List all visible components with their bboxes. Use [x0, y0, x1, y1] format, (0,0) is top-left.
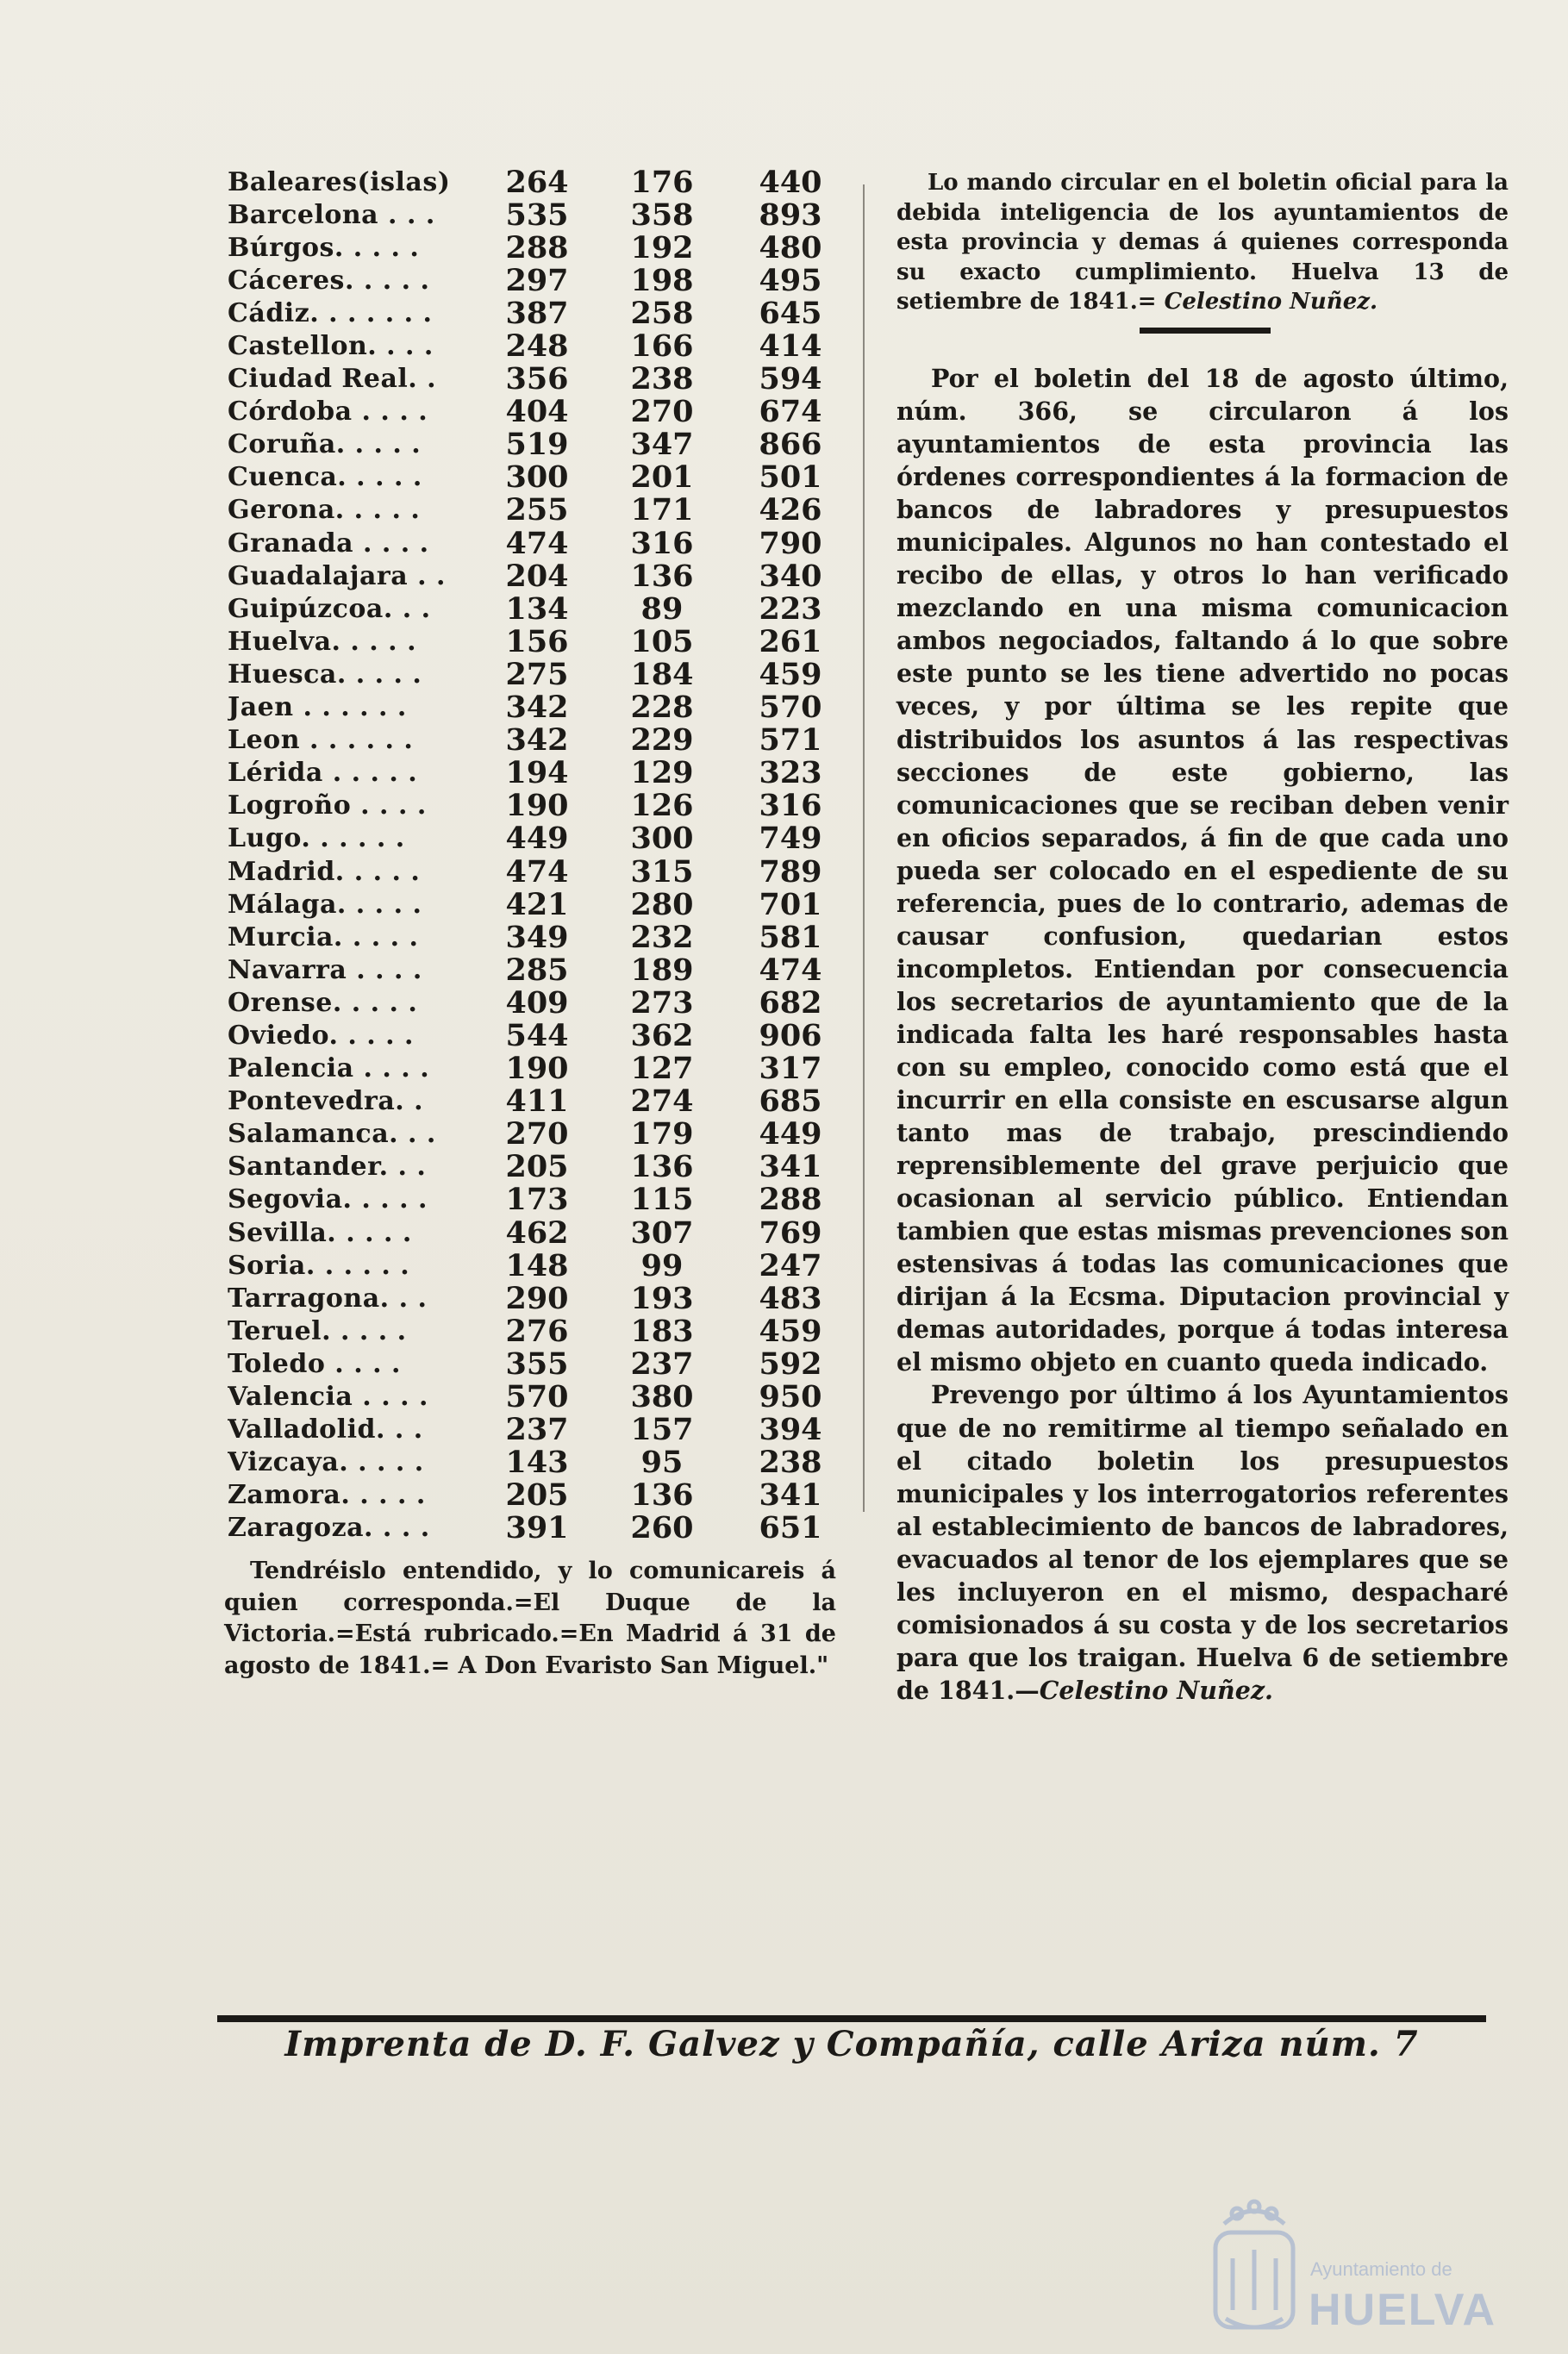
table-row: [228, 1512, 848, 1545]
value-column-1: 342: [505, 722, 569, 759]
value-column-1: 404: [505, 394, 569, 430]
value-column-1: 275: [505, 656, 569, 692]
table-row: [228, 165, 848, 198]
secretaries-notice: [896, 362, 1509, 1707]
province-name: Baleares(islas): [228, 166, 451, 197]
value-column-3: 474: [759, 952, 822, 988]
value-column-1: 270: [505, 1116, 569, 1152]
value-column-3: 247: [759, 1247, 822, 1283]
value-column-3: 682: [759, 984, 822, 1021]
value-column-3: 950: [759, 1379, 822, 1415]
value-column-2: 183: [630, 1313, 694, 1349]
value-column-2: 280: [630, 886, 694, 922]
table-row: [228, 328, 848, 365]
value-column-1: 134: [505, 590, 569, 627]
value-column-1: 285: [505, 952, 569, 988]
value-column-1: 356: [505, 361, 569, 397]
value-column-3: 501: [759, 459, 822, 496]
watermark-title: HUELVA: [1309, 2285, 1497, 2335]
value-column-1: 544: [505, 1017, 569, 1053]
province-name: Guipúzcoa. . .: [228, 593, 431, 624]
table-row: [228, 1118, 848, 1151]
province-name: Soria. . . . . .: [228, 1250, 410, 1281]
province-name: Pontevedra. .: [228, 1086, 424, 1117]
value-column-2: 237: [630, 1346, 694, 1382]
value-column-1: 237: [505, 1412, 569, 1448]
table-row: [228, 527, 848, 559]
value-column-2: 166: [630, 328, 694, 365]
table-row: [228, 1019, 848, 1052]
value-column-2: 273: [630, 984, 694, 1021]
value-column-1: 190: [505, 788, 569, 824]
province-name: Granada . . . .: [228, 528, 429, 559]
value-column-3: 651: [759, 1510, 822, 1546]
value-column-1: 156: [505, 623, 569, 659]
value-column-3: 581: [759, 919, 822, 955]
value-column-1: 474: [505, 853, 569, 890]
value-column-2: 228: [630, 690, 694, 726]
table-row: [228, 1479, 848, 1512]
value-column-3: 866: [759, 427, 822, 463]
value-column-2: 171: [630, 492, 694, 528]
table-row: [228, 396, 848, 428]
value-column-1: 421: [505, 886, 569, 922]
value-column-2: 129: [630, 755, 694, 791]
province-name: Navarra . . . .: [228, 954, 422, 985]
value-column-2: 89: [640, 590, 684, 627]
province-name: Cáceres. . . . .: [228, 265, 430, 296]
value-column-3: 340: [759, 558, 822, 594]
value-column-3: 701: [759, 886, 822, 922]
value-column-3: 316: [759, 788, 822, 824]
province-name: Ciudad Real. .: [228, 364, 437, 395]
value-column-1: 290: [505, 1280, 569, 1316]
province-name: Castellon. . . .: [228, 331, 434, 362]
value-column-2: 198: [630, 262, 694, 298]
table-row: [228, 198, 848, 231]
value-column-1: 148: [505, 1247, 569, 1283]
value-column-2: 95: [640, 1445, 684, 1481]
table-row: [228, 1314, 848, 1347]
province-name: Teruel. . . . .: [228, 1315, 407, 1346]
value-column-2: 300: [630, 821, 694, 857]
province-name: Logroño . . . .: [228, 790, 427, 821]
table-row: [228, 494, 848, 527]
table-row: [228, 1414, 848, 1446]
province-name: Lérida . . . . .: [228, 758, 418, 789]
value-column-3: 769: [759, 1214, 822, 1251]
value-column-1: 570: [505, 1379, 569, 1415]
column-divider: [863, 184, 865, 1512]
section-separator: [1140, 328, 1271, 334]
value-column-2: 358: [630, 197, 694, 233]
value-column-3: 288: [759, 1182, 822, 1218]
table-row: [228, 297, 848, 329]
value-column-3: 495: [759, 262, 822, 298]
value-column-1: 248: [505, 328, 569, 365]
table-row: [228, 559, 848, 592]
value-column-1: 519: [505, 427, 569, 463]
table-row: [228, 264, 848, 297]
value-column-1: 300: [505, 459, 569, 496]
value-column-2: 184: [630, 656, 694, 692]
value-column-3: 449: [759, 1116, 822, 1152]
value-column-3: 459: [759, 1313, 822, 1349]
province-name: Toledo . . . .: [228, 1348, 401, 1379]
province-name: Valladolid. . .: [228, 1414, 423, 1445]
value-column-3: 341: [759, 1477, 822, 1514]
value-column-2: 315: [630, 853, 694, 890]
value-column-3: 906: [759, 1017, 822, 1053]
province-name: Lugo. . . . . .: [228, 823, 405, 854]
circular-notice-text: Lo mando circular en el boletin oficial para la debida inteligencia de los ayuntamientos de esta provincia y demas á quienes corresponda su exacto cumplimiento. Huelva 13 de setiembre de 1841.=: [896, 170, 1509, 315]
value-column-2: 274: [630, 1083, 694, 1120]
province-name: Salamanca. . .: [228, 1119, 436, 1150]
value-column-1: 143: [505, 1445, 569, 1481]
value-column-3: 426: [759, 492, 822, 528]
coat-of-arms-icon: [1207, 2189, 1302, 2345]
value-column-1: 255: [505, 492, 569, 528]
value-column-1: 355: [505, 1346, 569, 1382]
table-row: [228, 953, 848, 986]
value-column-2: 189: [630, 952, 694, 988]
table-row: [228, 428, 848, 461]
province-name: Palencia . . . .: [228, 1053, 430, 1084]
circular-notice: [896, 168, 1509, 317]
table-row: [228, 888, 848, 921]
province-name: Segovia. . . . .: [228, 1184, 428, 1215]
table-row: [228, 1282, 848, 1314]
footer-rule: [217, 2015, 1486, 2022]
value-column-1: 387: [505, 295, 569, 331]
value-column-2: 362: [630, 1017, 694, 1053]
province-name: Vizcaya. . . . .: [228, 1447, 424, 1478]
value-column-1: 190: [505, 1051, 569, 1087]
province-name: Barcelona . . .: [228, 199, 435, 230]
value-column-1: 204: [505, 558, 569, 594]
province-name: Huesca. . . . .: [228, 659, 422, 690]
value-column-2: 307: [630, 1214, 694, 1251]
table-row: [228, 592, 848, 625]
value-column-1: 449: [505, 821, 569, 857]
table-row: [228, 625, 848, 658]
table-row: [228, 658, 848, 690]
value-column-3: 459: [759, 656, 822, 692]
value-column-3: 592: [759, 1346, 822, 1382]
value-column-2: 99: [640, 1247, 684, 1283]
table-row: [228, 231, 848, 264]
table-row: [228, 1183, 848, 1216]
value-column-3: 571: [759, 722, 822, 759]
province-name: Cádiz. . . . . . .: [228, 297, 433, 328]
value-column-3: 341: [759, 1149, 822, 1185]
value-column-3: 323: [759, 755, 822, 791]
value-column-2: 193: [630, 1280, 694, 1316]
value-column-1: 205: [505, 1477, 569, 1514]
value-column-2: 105: [630, 623, 694, 659]
value-column-3: 893: [759, 197, 822, 233]
table-row: [228, 1085, 848, 1118]
table-row: [228, 724, 848, 757]
table-row: [228, 363, 848, 396]
value-column-2: 238: [630, 361, 694, 397]
value-column-3: 394: [759, 1412, 822, 1448]
value-column-3: 674: [759, 394, 822, 430]
value-column-1: 297: [505, 262, 569, 298]
table-row: [228, 921, 848, 953]
table-row: [228, 1216, 848, 1249]
value-column-2: 136: [630, 1149, 694, 1185]
value-column-2: 192: [630, 229, 694, 265]
value-column-1: 349: [505, 919, 569, 955]
value-column-1: 205: [505, 1149, 569, 1185]
value-column-1: 411: [505, 1083, 569, 1120]
value-column-2: 136: [630, 558, 694, 594]
table-row: [228, 461, 848, 494]
value-column-1: 462: [505, 1214, 569, 1251]
value-column-2: 157: [630, 1412, 694, 1448]
value-column-3: 483: [759, 1280, 822, 1316]
province-name: Búrgos. . . . .: [228, 232, 420, 263]
province-name: Oviedo. . . . .: [228, 1020, 415, 1051]
huelva-watermark: [1207, 2189, 1517, 2345]
province-name: Guadalajara . .: [228, 560, 446, 591]
value-column-3: 645: [759, 295, 822, 331]
table-row: [228, 1347, 848, 1380]
value-column-1: 276: [505, 1313, 569, 1349]
value-column-1: 474: [505, 525, 569, 561]
table-row: [228, 822, 848, 855]
table-row: [228, 691, 848, 724]
value-column-3: 789: [759, 853, 822, 890]
value-column-2: 232: [630, 919, 694, 955]
value-column-2: 126: [630, 788, 694, 824]
province-name: Zamora. . . . .: [228, 1480, 426, 1511]
value-column-2: 347: [630, 427, 694, 463]
value-column-3: 414: [759, 328, 822, 365]
value-column-2: 258: [630, 295, 694, 331]
value-column-1: 173: [505, 1182, 569, 1218]
province-name: Jaen . . . . . .: [228, 692, 407, 723]
secretaries-notice-paragraph-1: Por el boletin del 18 de agosto último, núm. 366, se circularon á los ayuntamientos de esta provincia las órdenes correspondientes á la formacion de bancos de labradores y presupuestos municipales. Algunos no han contestado el recibo de ellas, y otros lo han verificado mezclando en una misma comunicacion ambos negociados, faltando á lo que sobre este punto se les tiene advertido no pocas veces, y por última se les repite que distribuidos los asuntos á las respectivas secciones de este gobierno, las comunicaciones que se reciban deben venir en oficios separados, á fin de que cada uno pueda ser colocado en el espediente de su referencia, pues de lo contrario, ademas de causar confusion, quedarian estos incompletos. Entiendan por consecuencia los secretarios de ayuntamiento que de la indicada falta les haré responsables hasta con su empleo, conocido como está que el incurrir en ella consiste en escusarse algun tanto mas de trabajo, prescindiendo reprensiblemente del grave perjuicio que ocasionan al servicio público. Entiendan tambien que estas mismas prevenciones son estensivas á todas las comunicaciones que dirijan á la Ecsma. Diputacion provincial y demas autoridades, porque á todas interesa el mismo objeto en cuanto queda indicado.: [896, 364, 1509, 1377]
value-column-3: 685: [759, 1083, 822, 1120]
value-column-2: 380: [630, 1379, 694, 1415]
province-name: Murcia. . . . .: [228, 921, 419, 952]
province-name: Cuenca. . . . .: [228, 462, 422, 493]
value-column-3: 790: [759, 525, 822, 561]
printer-imprint: Imprenta de D. F. Galvez y Compañía, calle Ariza núm. 7: [284, 2024, 1419, 2064]
province-name: Zaragoza. . . .: [228, 1513, 430, 1544]
value-column-3: 440: [759, 164, 822, 200]
value-column-2: 270: [630, 394, 694, 430]
table-row: [228, 1052, 848, 1085]
value-column-3: 317: [759, 1051, 822, 1087]
value-column-2: 201: [630, 459, 694, 496]
table-row: [228, 790, 848, 822]
table-row: [228, 1446, 848, 1479]
table-row: [228, 1380, 848, 1413]
province-name: Orense. . . . .: [228, 987, 418, 1018]
table-row: [228, 1151, 848, 1183]
province-name: Valencia . . . .: [228, 1382, 428, 1413]
secretaries-notice-signature: Celestino Nuñez.: [1039, 1675, 1273, 1705]
value-column-1: 391: [505, 1510, 569, 1546]
value-column-1: 194: [505, 755, 569, 791]
province-name: Sevilla. . . . .: [228, 1217, 412, 1248]
value-column-2: 316: [630, 525, 694, 561]
value-column-1: 409: [505, 984, 569, 1021]
table-row: [228, 855, 848, 888]
value-column-3: 594: [759, 361, 822, 397]
watermark-subtitle: Ayuntamiento de: [1310, 2258, 1452, 2280]
value-column-3: 570: [759, 690, 822, 726]
value-column-3: 238: [759, 1445, 822, 1481]
value-column-1: 535: [505, 197, 569, 233]
value-column-2: 260: [630, 1510, 694, 1546]
value-column-3: 749: [759, 821, 822, 857]
royal-order-closing: Tendréislo entendido, y lo comunicareis á quien corresponda.=El Duque de la Victoria.=Está rubricado.=En Madrid á 31 de agosto de 1841.= A Don Evaristo San Miguel.": [224, 1558, 836, 1680]
secretaries-notice-paragraph-2: [896, 1378, 1509, 1706]
value-column-1: 288: [505, 229, 569, 265]
province-name: Tarragona. . .: [228, 1283, 428, 1314]
province-name: Santander. . .: [228, 1152, 427, 1183]
value-column-2: 176: [630, 164, 694, 200]
province-name: Madrid. . . . .: [228, 856, 421, 887]
circular-notice-signature: Celestino Nuñez.: [1164, 289, 1378, 315]
value-column-2: 127: [630, 1051, 694, 1087]
value-column-2: 115: [630, 1182, 694, 1218]
secretaries-notice-paragraph-2-text: Prevengo por último á los Ayuntamientos que de no remitirme al tiempo señalado en el citado boletin los presupuestos municipales y los interrogatorios referentes al establecimiento de bancos de labradores, evacuados al tenor de los ejemplares que se les incluyeron en el mismo, despacharé comisionados á su costa y de los secretarios para que los traigan. Huelva 6 de setiembre de 1841.—: [896, 1380, 1509, 1705]
province-name: Córdoba . . . .: [228, 396, 428, 428]
value-column-2: 229: [630, 722, 694, 759]
province-name: Málaga. . . . .: [228, 889, 422, 920]
province-name: Coruña. . . . .: [228, 429, 422, 460]
province-table: [228, 165, 848, 1545]
value-column-3: 480: [759, 229, 822, 265]
province-name: Leon . . . . . .: [228, 725, 414, 756]
value-column-3: 261: [759, 623, 822, 659]
province-name: Huelva. . . . .: [228, 626, 417, 657]
value-column-2: 136: [630, 1477, 694, 1514]
table-row: [228, 986, 848, 1019]
table-row: [228, 1249, 848, 1282]
value-column-1: 264: [505, 164, 569, 200]
table-row: [228, 757, 848, 790]
value-column-1: 342: [505, 690, 569, 726]
province-name: Gerona. . . . .: [228, 495, 421, 526]
value-column-2: 179: [630, 1116, 694, 1152]
value-column-3: 223: [759, 590, 822, 627]
